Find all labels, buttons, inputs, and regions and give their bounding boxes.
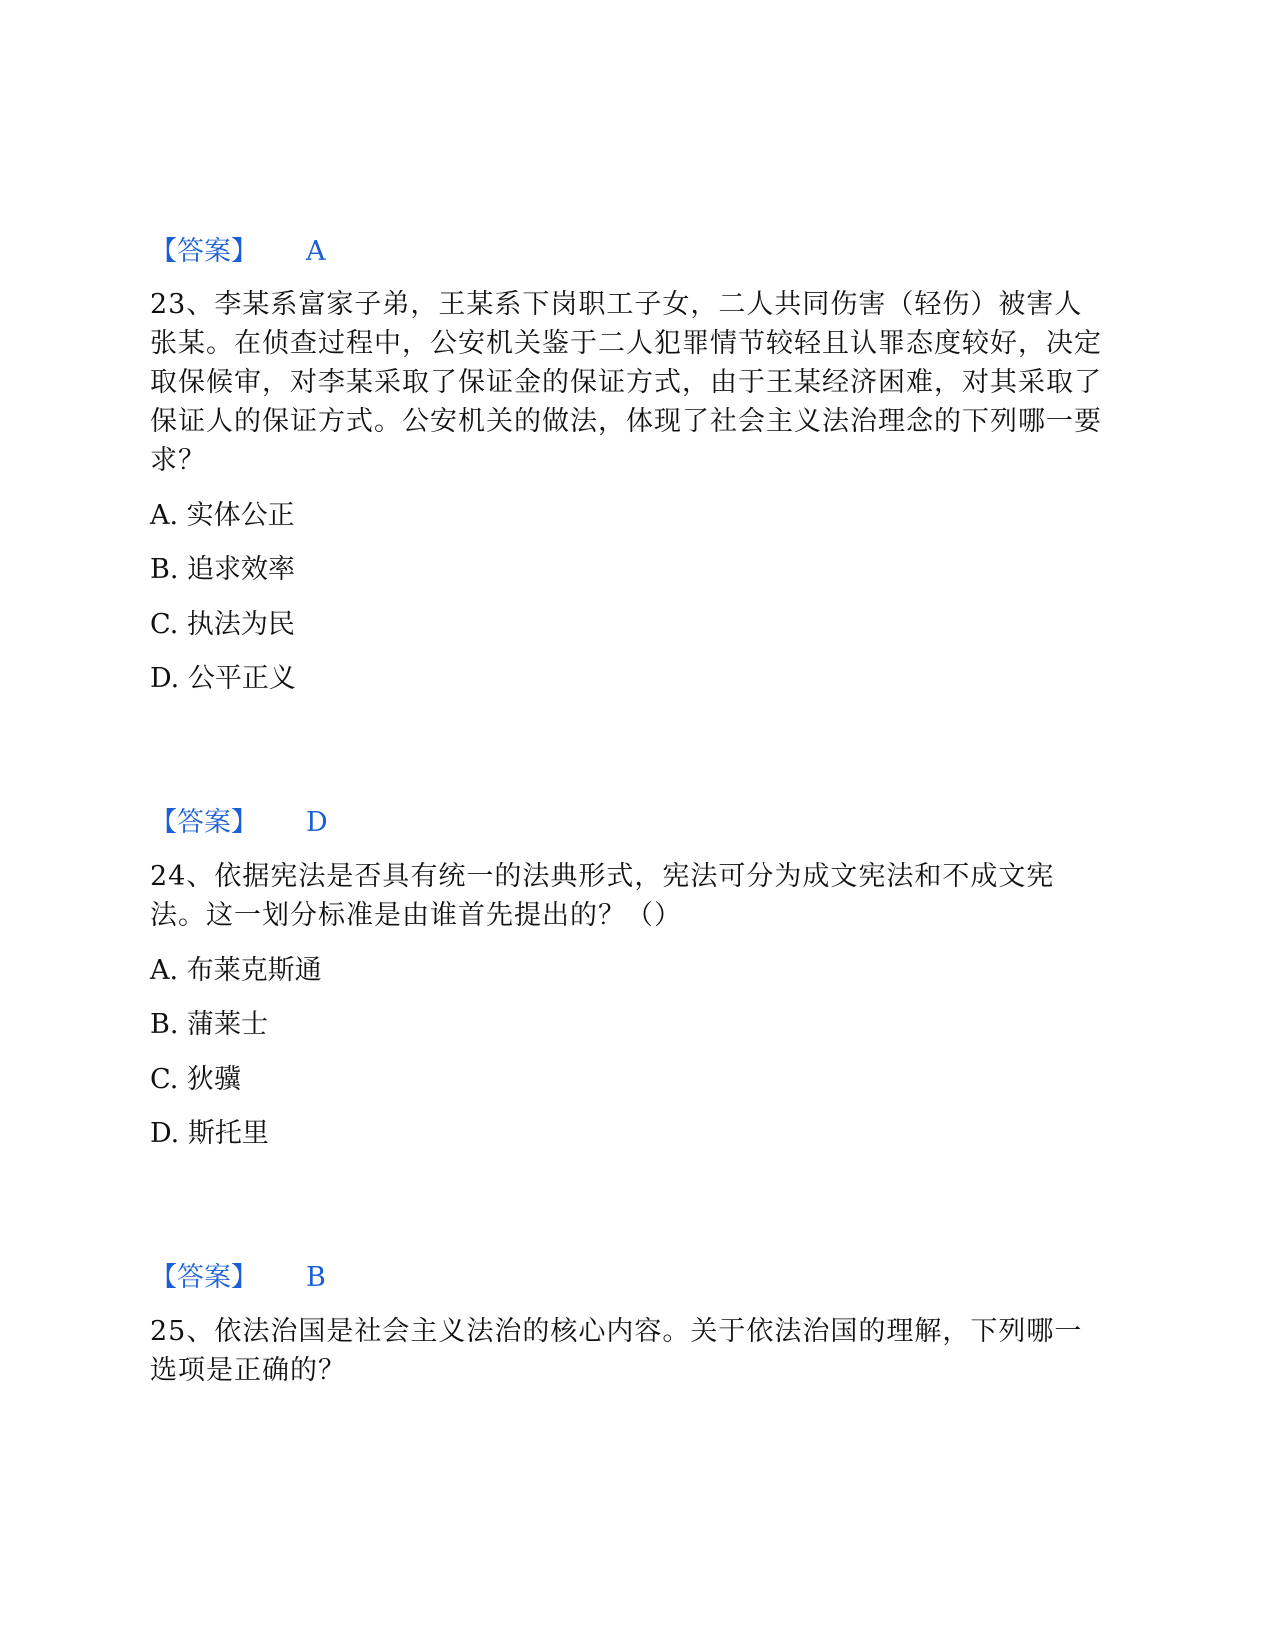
answer-line [150,236,326,268]
answer-tag: 【答案】 [150,236,258,267]
answer-tag: 【答案】 [150,1262,258,1293]
question-23-option-a: A. 实体公正 [150,500,295,531]
answer-line [150,807,328,839]
question-24-option-d: D. 斯托里 [150,1118,269,1149]
question-24-text: 24、依据宪法是否具有统一的法典形式，宪法可分为成文宪法和不成文宪法。这一划分标准是由谁首先提出的？（） [150,861,1055,931]
question-23-option-c: C. 执法为民 [150,609,295,640]
question-23-option-d: D. 公平正义 [150,663,296,694]
answer-tag: 【答案】 [150,807,258,838]
question-24-option-c: C. 狄骥 [150,1064,241,1095]
answer-value: D [306,807,328,838]
question-25-text: 25、依法治国是社会主义法治的核心内容。关于依法治国的理解，下列哪一选项是正确的？ [150,1316,1083,1386]
answer-value: B [306,1262,326,1293]
question-24-option-b: B. 蒲莱士 [150,1009,269,1040]
answer-value: A [306,236,326,267]
answer-line [150,1262,326,1294]
question-23-option-b: B. 追求效率 [150,554,296,585]
question-24-option-a: A. 布莱克斯通 [150,955,322,986]
question-23-text: 23、李某系富家子弟，王某系下岗职工子女，二人共同伤害（轻伤）被害人张某。在侦查过程中，公安机关鉴于二人犯罪情节较轻且认罪态度较好，决定取保候审，对李某采取了保证金的保证方式，由于王某经济困难，对其采取了保证人的保证方式。公安机关的做法，体现了社会主义法治理念的下列哪一要求？ [150,289,1102,476]
